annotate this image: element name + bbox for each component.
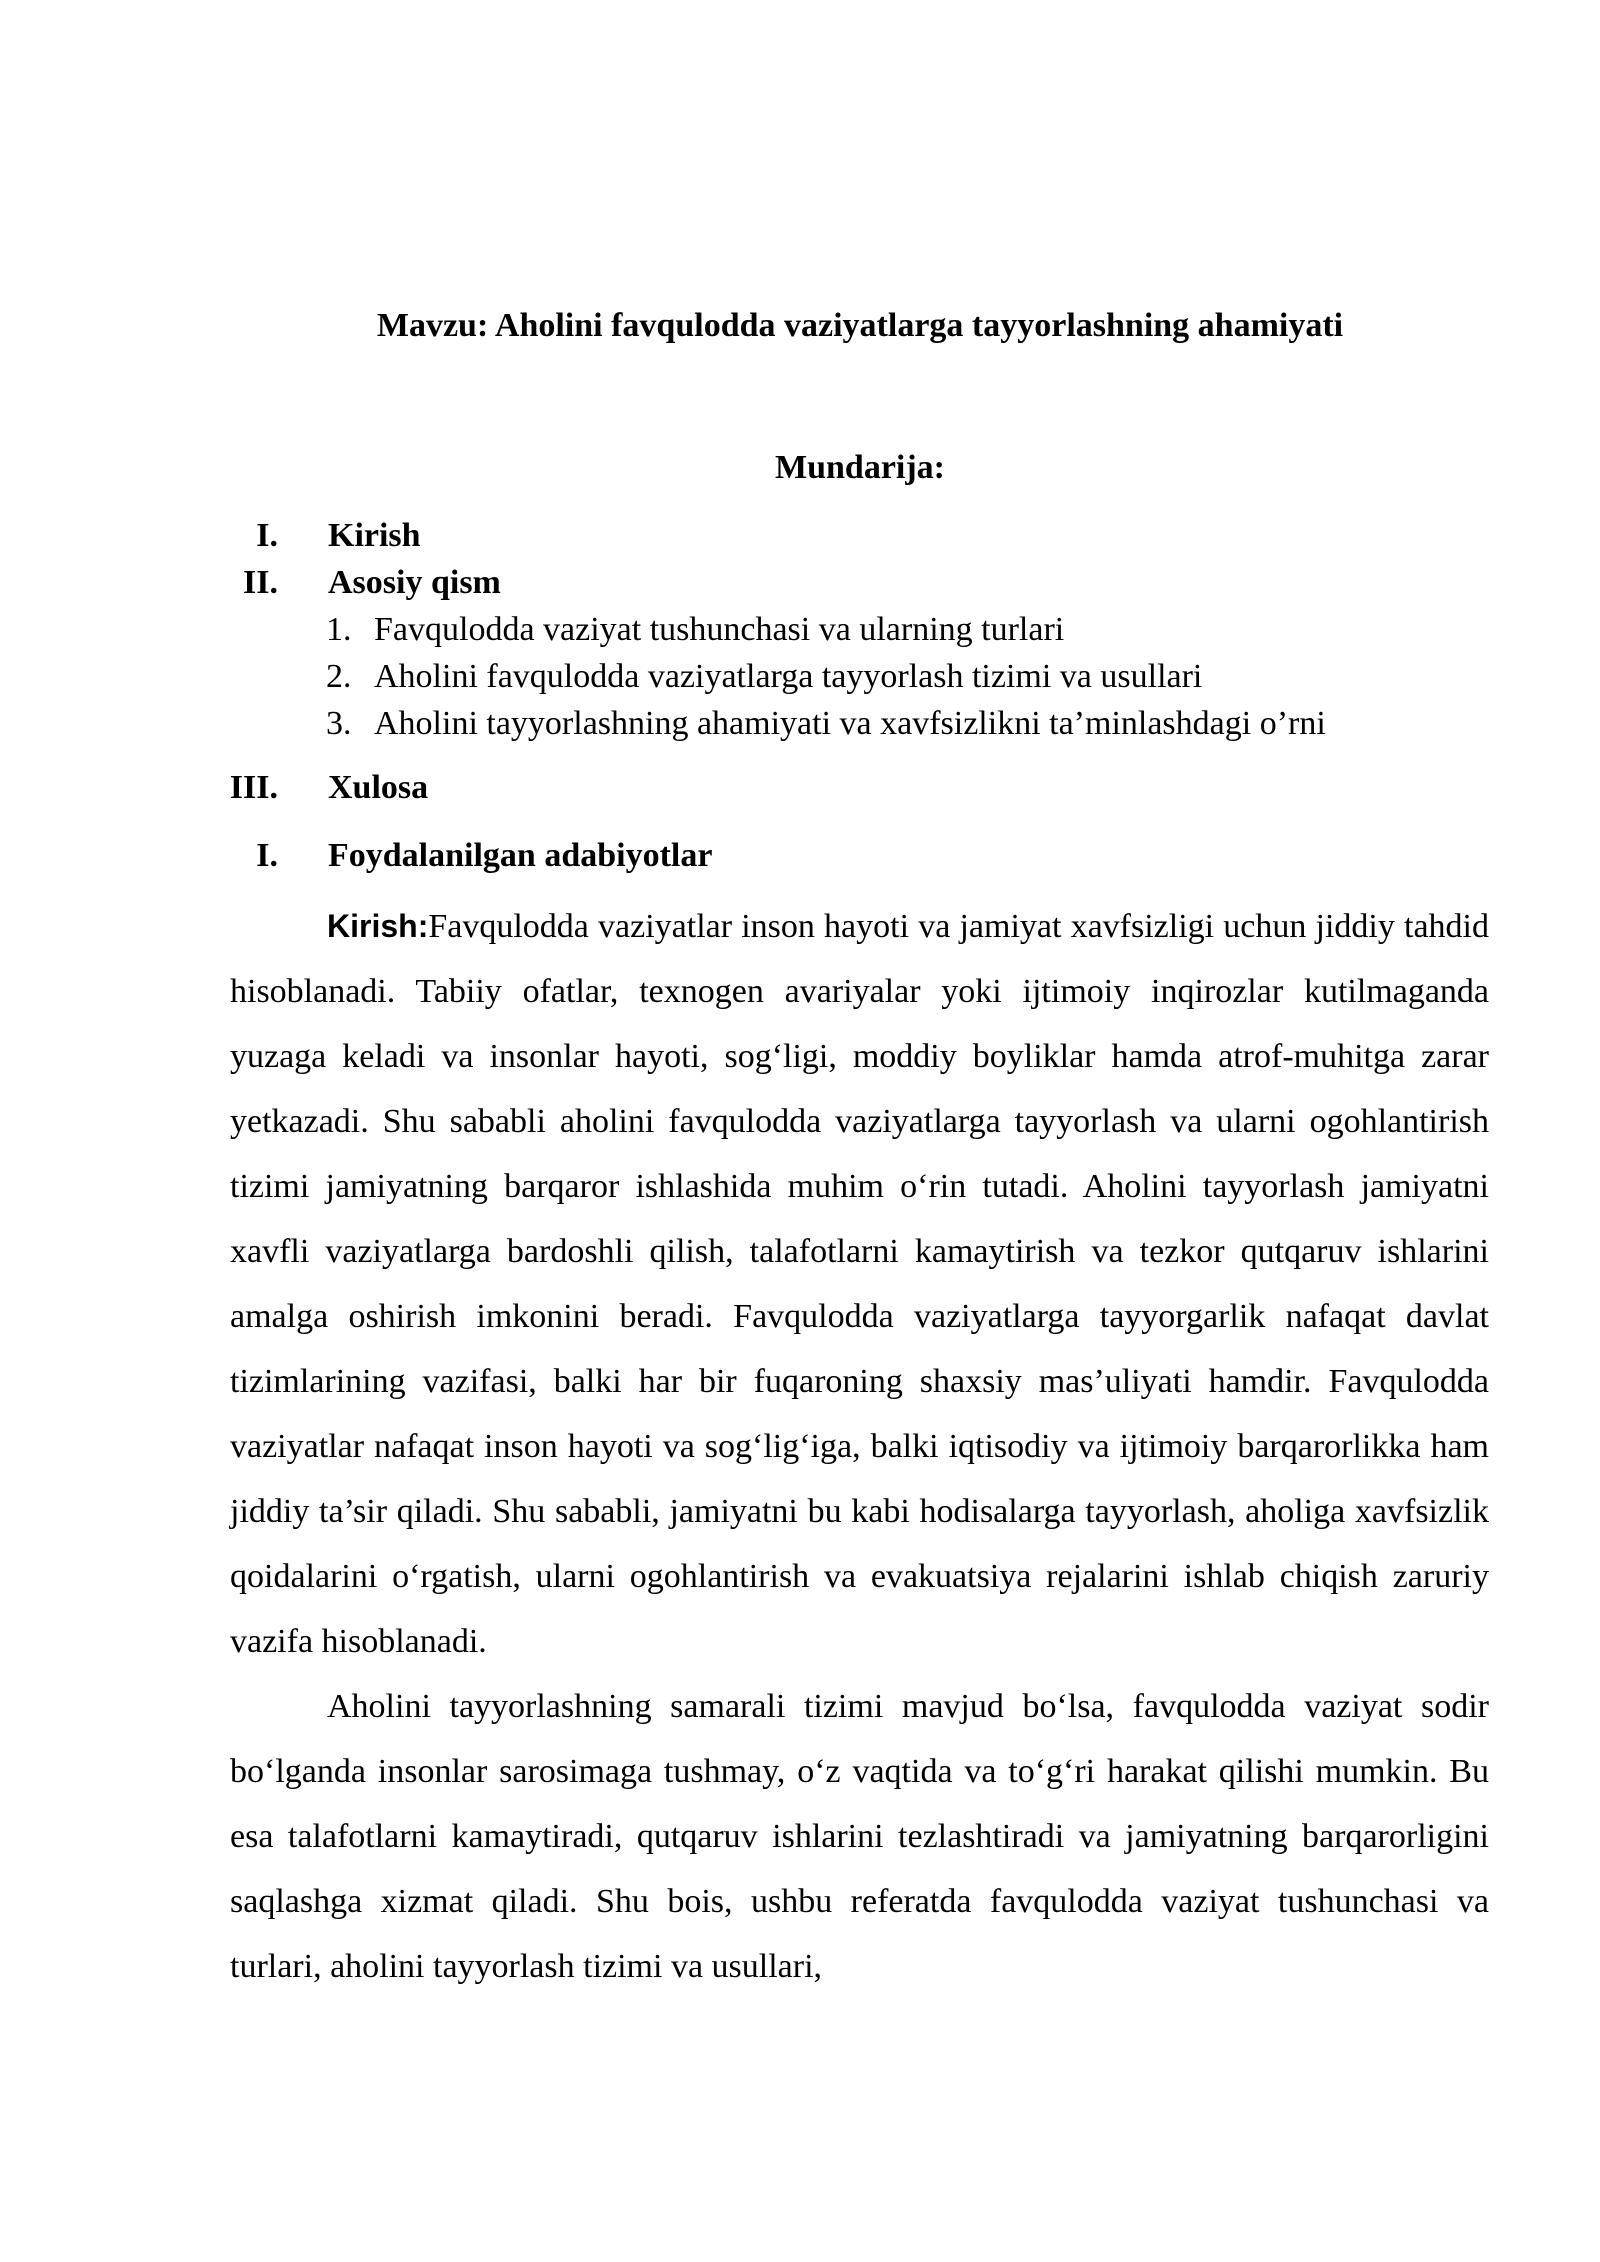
toc-item-label: Asosiy qism [328,564,501,601]
toc-subitem-label: Aholini tayyorlashning ahamiyati va xavfsizlikni ta’minlashdagi o’rni [374,705,1326,742]
toc-heading: Mundarija: [775,449,945,486]
toc-item-label: Kirish [328,517,421,554]
document-title: Mavzu: Aholini favqulodda vaziyatlarga tayyorlashning ahamiyati [376,307,1344,344]
toc-item-label: Foydalanilgan adabiyotlar [328,837,713,874]
toc-item-label: Xulosa [328,769,429,806]
toc-item-number: III. [229,769,278,806]
intro-label: Kirish: [327,908,429,944]
intro-paragraph-1-text: Favqulodda vaziyatlar inson hayoti va jamiyat xavfsizligi uchun jiddiy tahdid hisoblanadi. Tabiiy ofatlar, texnogen avariyalar yoki ijtimoiy inqirozlar kutilmaganda yuzaga keladi va insonlar hayoti, sog‘ligi, moddiy boyliklar hamda atrof-muhitga zarar yetkazadi. Shu sababli aholini favqulodda vaziyatlarga tayyorlash va ularni ogohlantirish tizimi jamiyatning barqaror ishlashida muhim o‘rin tutadi. Aholini tayyorlash jamiyatni xavfli vaziyatlarga bardoshli qilish, talafotlarni kamaytirish va tezkor qutqaruv ishlarini amalga oshirish imkonini beradi. Favqulodda vaziyatlarga tayyorgarlik nafaqat davlat tizimlarining vazifasi, balki har bir fuqaroning shaxsiy mas’uliyati hamdir. Favqulodda vaziyatlar nafaqat inson hayoti va sog‘lig‘iga, balki iqtisodiy va ijtimoiy barqarorlikka ham jiddiy ta’sir qiladi. Shu sababli, jamiyatni bu kabi hodisalarga tayyorlash, aholiga xavfsizlik qoidalarini o‘rgatish, ularni ogohlantirish va evakuatsiya rejalarini ishlab chiqish zaruriy vazifa hisoblanadi. [230,908,1489,1660]
toc-subitem-number: 2. [326,658,352,695]
toc-subitem-number: 1. [326,611,352,648]
intro-paragraph-2 [230,1674,1489,1999]
intro-paragraph-1 [230,894,1489,1674]
toc-subitem-label: Favqulodda vaziyat tushunchasi va ularning turlari [374,611,1065,648]
toc-subitem-label: Aholini favqulodda vaziyatlarga tayyorlash tizimi va usullari [374,658,1203,695]
toc-item-number: II. [243,564,278,601]
intro-section [230,894,1489,1999]
toc-subitem-number: 3. [326,705,352,742]
toc-item-number: I. [256,517,278,554]
intro-paragraph-2-text: Aholini tayyorlashning samarali tizimi mavjud bo‘lsa, favqulodda vaziyat sodir bo‘lganda insonlar sarosimaga tushmay, o‘z vaqtida va to‘g‘ri harakat qilishi mumkin. Bu esa talafotlarni kamaytiradi, qutqaruv ishlarini tezlashtiradi va jamiyatning barqarorligini saqlashga xizmat qiladi. Shu bois, ushbu referatda favqulodda vaziyat tushunchasi va turlari, aholini tayyorlash tizimi va usullari, [230,1688,1489,1985]
toc-item-number: I. [256,837,278,874]
